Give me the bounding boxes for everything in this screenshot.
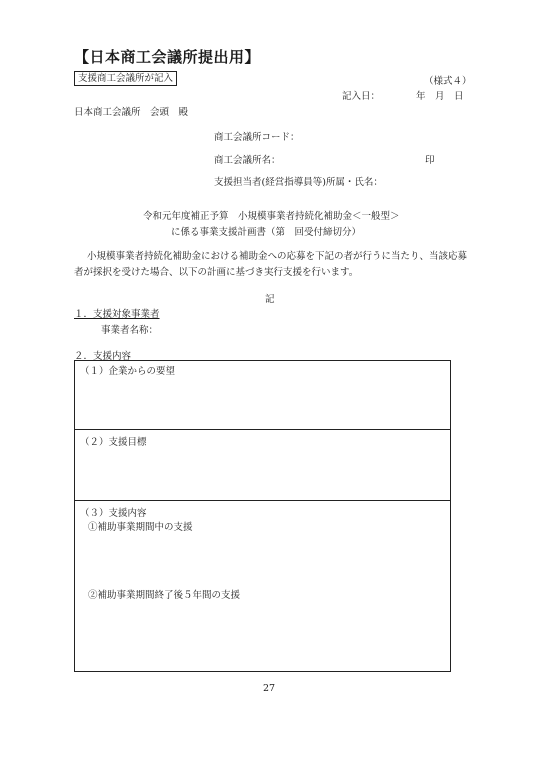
section2-heading: ２．支援内容 (74, 351, 132, 362)
entry-date-label: 記入日： (342, 91, 381, 102)
table-divider (74, 429, 451, 430)
addressee: 日本商工会議所 会頭 殿 (74, 107, 189, 118)
document-title-line1: 令和元年度補正予算 小規模事業者持続化補助金＜一般型＞ (143, 211, 400, 222)
support-during-period-label: ①補助事業期間中の支援 (88, 522, 193, 533)
section1-heading: １．支援対象事業者 (74, 309, 160, 320)
chamber-code-label: 商工会議所コード： (214, 132, 300, 143)
page-title: 【日本商工会議所提出用】 (74, 48, 261, 66)
support-after-period-label: ②補助事業期間終了後５年間の支援 (88, 590, 241, 601)
entry-date-value: 年 月 日 (416, 91, 464, 102)
entry-by-label: 支援商工会議所が記入 (74, 71, 177, 86)
chamber-name-label: 商工会議所名： (214, 155, 281, 166)
support-content-label: （３）支援内容 (80, 508, 147, 519)
ki-heading: 記 (265, 294, 275, 305)
intro-line1: 小規模事業者持続化補助金における補助金への応募を下記の者が行うに当たり、当該応募 (87, 251, 468, 262)
support-goal-label: （２）支援目標 (80, 437, 147, 448)
document-title-line2: に係る事業支援計画書（第 回受付締切分） (171, 227, 362, 238)
intro-line2: 者が採択を受けた場合、以下の計画に基づき実行支援を行います。 (74, 267, 359, 278)
table-divider (74, 500, 451, 501)
page-number: 27 (263, 683, 276, 694)
requests-from-company-label: （１）企業からの要望 (80, 366, 176, 377)
support-staff-label: 支援担当者(経営指導員等)所属・氏名： (214, 177, 383, 188)
business-name-label: 事業者名称： (101, 325, 159, 336)
form-number: （様式４） (424, 76, 472, 87)
seal-mark: 印 (425, 155, 435, 166)
